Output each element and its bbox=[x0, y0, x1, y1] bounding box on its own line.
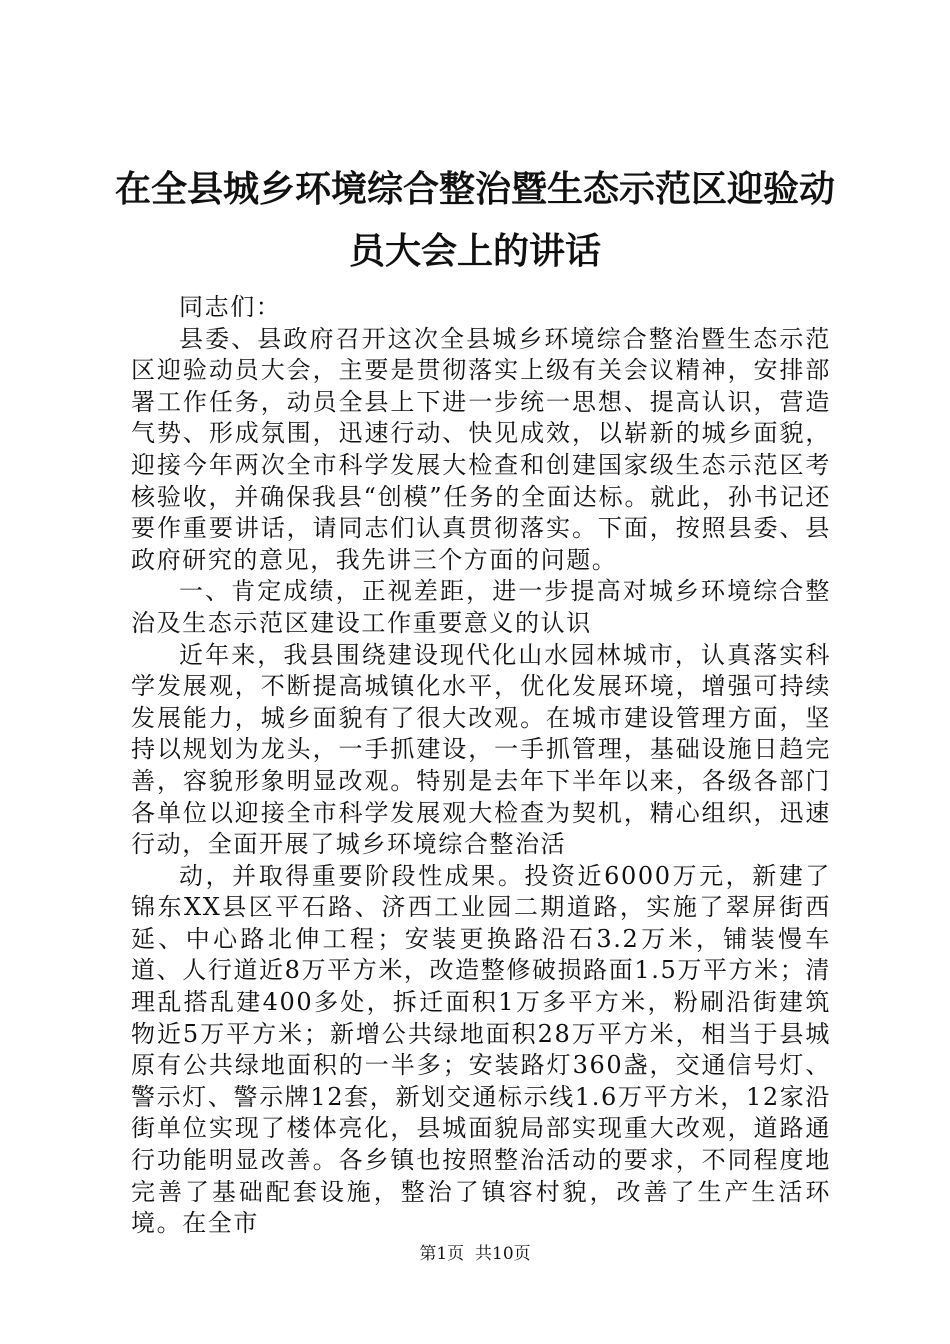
document-title: 在全县城乡环境综合整治暨生态示范区迎验动员大会上的讲话 bbox=[114, 168, 835, 272]
section-heading-1: 一、肯定成绩，正视差距，进一步提高对城乡环境综合整治及生态示范区建设工作重要意义的认识 bbox=[131, 577, 831, 637]
total-pages: 共10页 bbox=[475, 1244, 531, 1264]
body-paragraph: 近年来，我县围绕建设现代化山水园林城市，认真落实科学发展观，不断提高城镇化水平，优化发展环境，增强可持续发展能力，城乡面貌有了很大改观。在城市建设管理方面，坚持以规划为龙头，一手抓建设，一手抓管理，基础设施日趋完善，容貌形象明显改观。特别是去年下半年以来，各级各部门各单位以迎接全市科学发展观大检查为契机，精心组织，迅速行动，全面开展了城乡环境综合整治活 bbox=[131, 640, 831, 859]
footer-separator bbox=[464, 1244, 475, 1264]
intro-paragraph: 县委、县政府召开这次全县城乡环境综合整治暨生态示范区迎验动员大会，主要是贯彻落实上级有关会议精神，安排部署工作任务，动员全县上下进一步统一思想、提高认识，营造气势、形成氛围，迅速行动、快见成效，以崭新的城乡面貌，迎接今年两次全市科学发展大检查和创建国家级生态示范区考核验收，并确保我县“创模”任务的全面达标。就此，孙书记还要作重要讲话，请同志们认真贯彻落实。下面，按照县委、县政府研究的意见，我先讲三个方面的问题。 bbox=[131, 324, 831, 574]
page-footer bbox=[0, 1243, 950, 1265]
document-body bbox=[131, 292, 831, 1240]
salutation-paragraph: 同志们： bbox=[179, 293, 282, 321]
page-number: 第1页 bbox=[419, 1244, 465, 1264]
body-paragraph: 动，并取得重要阶段性成果。投资近6000万元，新建了锦东XX县区平石路、济西工业园二期道路，实施了翠屏街西延、中心路北伸工程；安装更换路沿石3.2万米，铺装慢车道、人行道近8万平方米，改造整修破损路面1.5万平方米；清理乱搭乱建400多处，拆迁面积1万多平方米，粉刷沿街建筑物近5万平方米；新增公共绿地面积28万平方米，相当于县城原有公共绿地面积的一半多；安装路灯360盏，交通信号灯、警示灯、警示牌12套，新划交通标示线1.6万平方米，12家沿街单位实现了楼体亮化，县城面貌局部实现重大改观，道路通行功能明显改善。各乡镇也按照整治活动的要求，不同程度地完善了基础配套设施，整治了镇容村貌，改善了生产生活环境。在全市 bbox=[131, 861, 831, 1238]
